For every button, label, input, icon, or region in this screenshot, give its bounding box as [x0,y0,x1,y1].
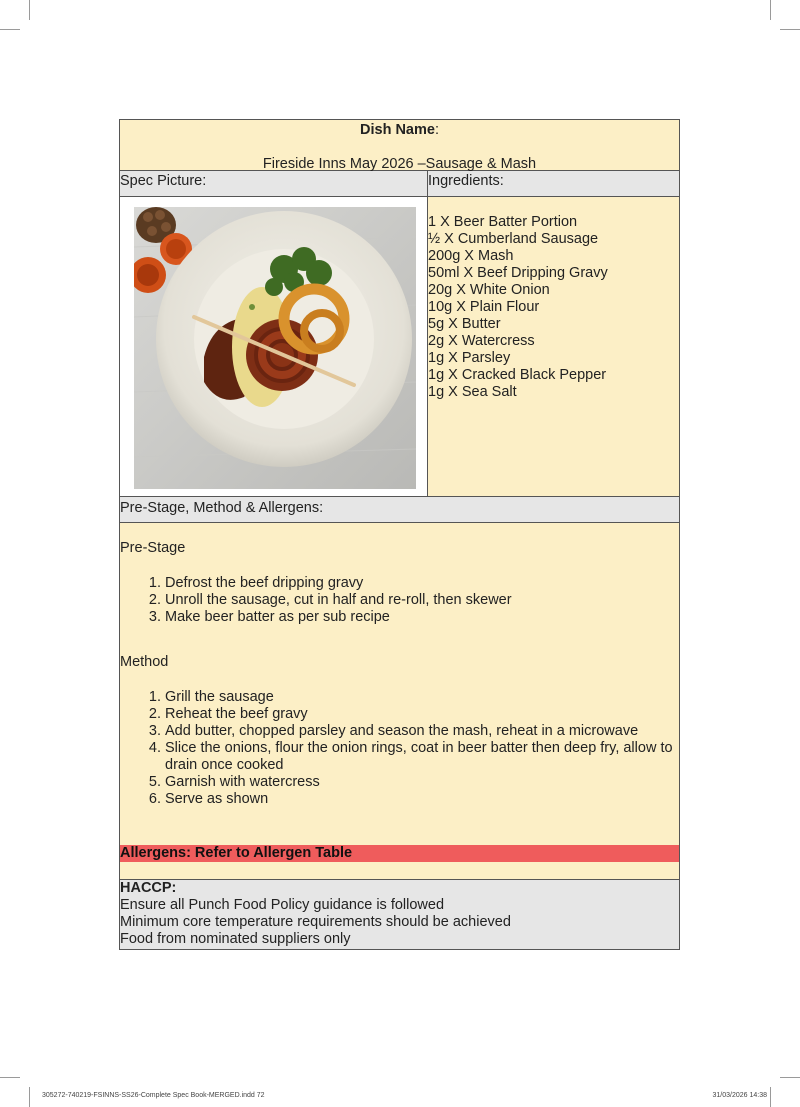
prestage-step: 1. Defrost the beef dripping gravy [165,575,679,592]
ingredients-list [428,197,679,401]
ingredient-item: 1g X Sea Salt [428,384,517,400]
spec-sheet [119,119,680,950]
method-step: 4. Slice the onions, flour the onion rings, coat in beer batter then deep fry, allow to drain once cooked [165,740,679,774]
crop-mark [780,1077,800,1078]
ingredients-cell [428,197,679,496]
haccp-label: HACCP: [120,880,177,896]
ingredient-item: 5g X Butter [428,316,501,332]
dish-name: Fireside Inns May 2026 –Sausage & Mash [262,156,537,172]
picture-ingredients-header [120,171,679,197]
crop-mark [0,29,20,30]
haccp-line: Ensure all Punch Food Policy guidance is followed [120,897,445,913]
picture-ingredients-row [120,197,679,497]
dish-name-label: Dish Name: [360,122,439,138]
method-heading: Method [120,654,169,670]
crop-mark [780,29,800,30]
haccp-lines [120,897,679,948]
method-list [120,689,679,808]
footer-filename: 305272-740219-FSINNS-SS26-Complete Spec Book-MERGED.indd 72 [42,1092,265,1099]
haccp-line: Minimum core temperature requirements should be achieved [120,914,511,930]
haccp-line: Food from nominated suppliers only [120,931,351,947]
crop-mark [770,0,771,20]
method-section-header: Pre-Stage, Method & Allergens: [120,497,679,523]
method-step: 2. Reheat the beef gravy [165,706,679,723]
prestage-step: 2. Unroll the sausage, cut in half and re-roll, then skewer [165,592,679,609]
prestage-list [120,575,679,626]
ingredients-label: Ingredients: [428,173,504,189]
method-step: 1. Grill the sausage [165,689,679,706]
prestage-heading: Pre-Stage [120,540,186,556]
dish-name-row [120,120,679,171]
footer-datetime: 31/03/2026 14:38 [712,1092,767,1099]
prestage-step: 3. Make beer batter as per sub recipe [165,609,679,626]
crop-mark [29,0,30,20]
method-step: 3. Add butter, chopped parsley and season the mash, reheat in a microwave [165,723,679,740]
ingredient-item: 1 X Beer Batter Portion [428,214,578,230]
spec-picture-label: Spec Picture: [120,171,428,196]
ingredient-item: 200g X Mash [428,248,514,264]
ingredient-item: ½ X Cumberland Sausage [428,231,599,247]
ingredient-item: 50ml X Beef Dripping Gravy [428,265,608,281]
crop-mark [29,1087,30,1107]
ingredient-item: 1g X Cracked Black Pepper [428,367,607,383]
method-section [120,523,679,880]
haccp-section [120,880,679,949]
method-step: 6. Serve as shown [165,791,679,808]
crop-mark [0,1077,20,1078]
dish-photo [134,207,416,489]
method-step: 5. Garnish with watercress [165,774,679,791]
allergens-banner: Allergens: Refer to Allergen Table [120,845,679,862]
crop-mark [770,1087,771,1107]
ingredient-item: 1g X Parsley [428,350,511,366]
ingredient-item: 20g X White Onion [428,282,550,298]
ingredient-item: 10g X Plain Flour [428,299,540,315]
ingredient-item: 2g X Watercress [428,333,535,349]
spec-picture-cell [120,197,428,496]
